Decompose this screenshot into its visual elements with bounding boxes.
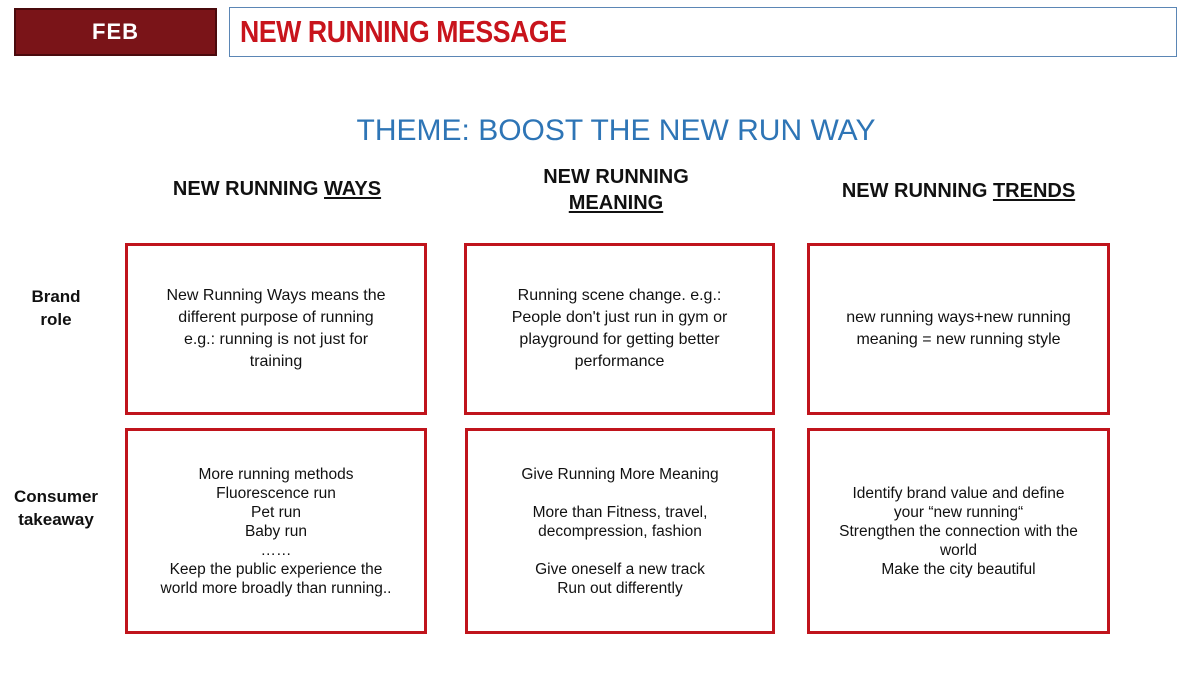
theme-heading: THEME: BOOST THE NEW RUN WAY <box>356 114 876 147</box>
row-label-consumer-takeaway <box>0 485 112 531</box>
cell-text: new running ways+new running meaning = new running style <box>846 309 1071 348</box>
column-header-trends <box>808 178 1109 204</box>
cell-text: More running methods Fluorescence run Pet run Baby run …… Keep the public experience the world more broadly than running.. <box>160 465 392 597</box>
cell-consumer-takeaway-trends <box>807 428 1110 634</box>
cell-brand-role-trends <box>807 243 1110 415</box>
title-bar <box>229 7 1177 57</box>
row-label-line: role <box>40 310 72 329</box>
row-label-line: takeaway <box>18 510 94 529</box>
row-label-line: Brand <box>31 287 81 306</box>
column-header-prefix: NEW RUNNING <box>172 178 325 200</box>
month-tag <box>14 8 217 56</box>
cell-consumer-takeaway-ways <box>125 428 427 634</box>
column-header-prefix: NEW RUNNING <box>543 166 689 188</box>
column-header-meaning <box>466 164 766 216</box>
column-header-ways <box>126 176 428 202</box>
page-title: NEW RUNNING MESSAGE <box>240 14 567 49</box>
cell-text: Identify brand value and define your “new running“ Strengthen the connection with the world Make the city beautiful <box>839 484 1078 578</box>
row-label-line: Consumer <box>13 487 99 506</box>
column-header-emphasis: TRENDS <box>992 180 1076 202</box>
column-header-emphasis: WAYS <box>324 178 382 200</box>
cell-text: New Running Ways means the different purpose of running e.g.: running is not just for training <box>166 287 386 370</box>
cell-text: Running scene change. e.g.: People don't just run in gym or playground for getting better performance <box>511 287 728 370</box>
cell-text: Give Running More Meaning More than Fitness, travel, decompression, fashion Give oneself a new track Run out differently <box>521 465 719 597</box>
cell-brand-role-meaning <box>464 243 775 415</box>
cell-brand-role-ways <box>125 243 427 415</box>
column-header-prefix: NEW RUNNING <box>841 180 993 202</box>
cell-consumer-takeaway-meaning <box>465 428 775 634</box>
row-label-brand-role <box>0 285 112 331</box>
column-header-emphasis: MEANING <box>568 192 664 214</box>
month-label: FEB <box>92 19 139 44</box>
